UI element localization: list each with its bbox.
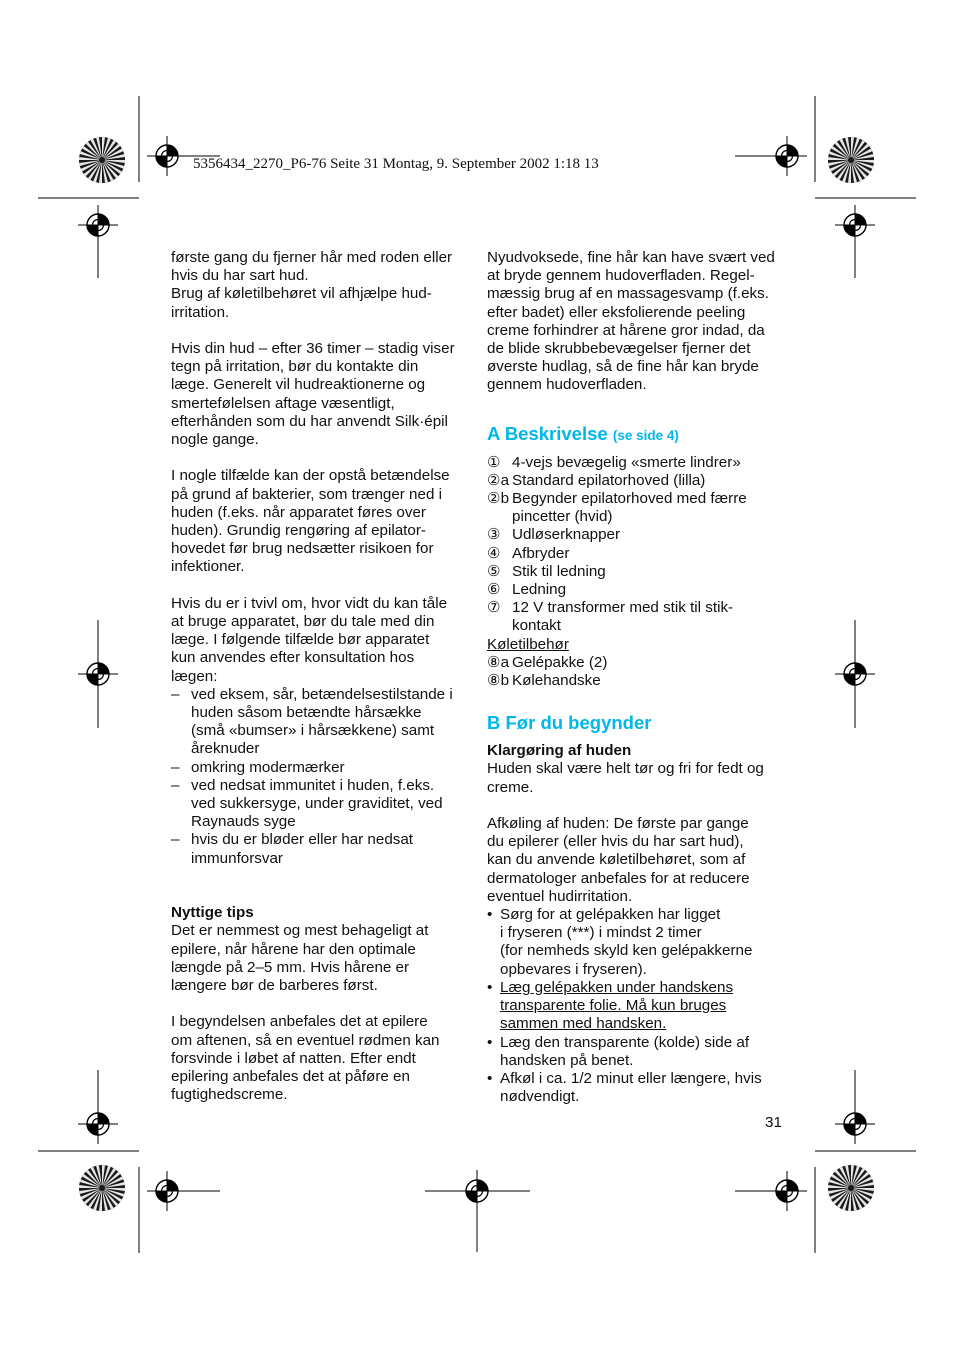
dash-list-item: – ved nedsat immunitet i huden, f.eks. ved sukkersyge, under graviditet, ved Raynauds syge bbox=[171, 776, 443, 831]
part-item: ④ Afbryder bbox=[487, 544, 570, 562]
bullet-item: • Læg gelépakken under handskens transparente folie. Må kun bruges sammen med handsken. bbox=[487, 978, 734, 1033]
paragraph: første gang du fjerner hår med roden eller hvis du har sart hud. Brug af køletilbehøret vil afhjælpe hud- irritation. bbox=[171, 249, 453, 321]
paragraph: Huden skal være helt tør og fri for fedt og creme. bbox=[487, 760, 764, 796]
part-item: ②b Begynder epilatorhoved med færre pincetter (hvid) bbox=[487, 490, 747, 526]
part-item: ① 4-vejs bevægelig «smerte lindrer» bbox=[487, 453, 741, 471]
dash-list-item: – omkring modermærker bbox=[171, 758, 345, 776]
paragraph: Afkøling af huden: De første par gange du epilerer (eller hvis du har sart hud), kan du anvende køletilbehøret, som af dermatologer anbefales for at reducere eventuel hudirritation. bbox=[487, 815, 750, 905]
right-column bbox=[487, 249, 787, 1106]
part-item: ⑤ Stik til ledning bbox=[487, 562, 606, 580]
part-item: ②a Standard epilatorhoved (lilla) bbox=[487, 471, 706, 489]
tips-heading: Nyttige tips bbox=[171, 904, 254, 922]
dash-list-item: – ved eksem, sår, betændelsestilstande i huden såsom betændte hårsække (små «bumser» i hårsækkene) samt åreknuder bbox=[171, 685, 453, 758]
paragraph: Hvis din hud – efter 36 timer – stadig viser tegn på irritation, bør du kontakte din læge. Generelt vil hudreaktionerne og smertefølelsen aftage væsentligt, efterhånden som du har anvendt Silk·épil nogle gange. bbox=[171, 340, 455, 449]
section-b-title: B Før du begynder bbox=[487, 712, 652, 734]
paragraph: Nyudvoksede, fine hår kan have svært ved at bryde gennem hudoverfladen. Regel- mæssig brug af en massagesvamp (f.eks. efter badet) eller eksfolierende peeling creme forhindrer at hårene gror indad, da de blide skrubbebevægelser fjerner det øverste hudlag, så de fine hår kan bryde gennem hudoverfladen. bbox=[487, 249, 775, 394]
page-reference: (se side 4) bbox=[612, 427, 679, 443]
accessories-label: Køletilbehør bbox=[487, 635, 569, 653]
section-a-title: A Beskrivelse (se side 4) bbox=[487, 422, 679, 444]
paragraph: I nogle tilfælde kan der opstå betændelse på grund af bakterier, som trænger ned i huden (f.eks. når apparatet føres over huden). Grundig rengøring af epilator- hovedet før brug nedsætter risikoen for infektioner. bbox=[171, 467, 450, 576]
bullet-item: • Læg den transparente (kolde) side af handsken på benet. bbox=[487, 1033, 750, 1069]
paragraph: Hvis du er i tvivl om, hvor vidt du kan tåle at bruge apparatet, bør du tale med din læge. I følgende tilfælde bør apparatet kun anvendes efter konsultation hos lægen: bbox=[171, 594, 448, 685]
print-slug: 5356434_2270_P6-76 Seite 31 Montag, 9. September 2002 1:18 13 bbox=[193, 156, 599, 172]
part-item: ⑥ Ledning bbox=[487, 581, 567, 599]
part-item: ③ Udløserknapper bbox=[487, 526, 621, 544]
page-number: 31 bbox=[765, 1114, 782, 1131]
part-item: ⑦ 12 V transformer med stik til stik- kontakt bbox=[487, 599, 734, 635]
part-item: ⑧a Gelépakke (2) bbox=[487, 653, 608, 671]
bullet-item: • Afkøl i ca. 1/2 minut eller længere, hvis nødvendigt. bbox=[487, 1069, 762, 1106]
left-column bbox=[171, 249, 471, 1104]
part-item: ⑧b Kølehandske bbox=[487, 672, 601, 690]
paragraph: I begyndelsen anbefales det at epilere om aftenen, så en eventuel rødmen kan forsvinde i løbet af natten. Efter endt epilering anbefales det at påføre en fugtighedscreme. bbox=[171, 1013, 440, 1104]
bullet-item: • Sørg for at gelépakken har ligget i fryseren (***) i mindst 2 timer (for nemheds skyld ken gelépakkerne opbevares i fryseren). bbox=[487, 906, 753, 978]
prep-heading: Klargøring af huden bbox=[487, 742, 632, 760]
dash-list-item: – hvis du er bløder eller har nedsat immunforsvar bbox=[171, 831, 414, 867]
paragraph: Det er nemmest og mest behageligt at epilere, når hårene har den optimale længde på 2–5 mm. Hvis hårene er længere bør de barberes først. bbox=[171, 922, 429, 995]
